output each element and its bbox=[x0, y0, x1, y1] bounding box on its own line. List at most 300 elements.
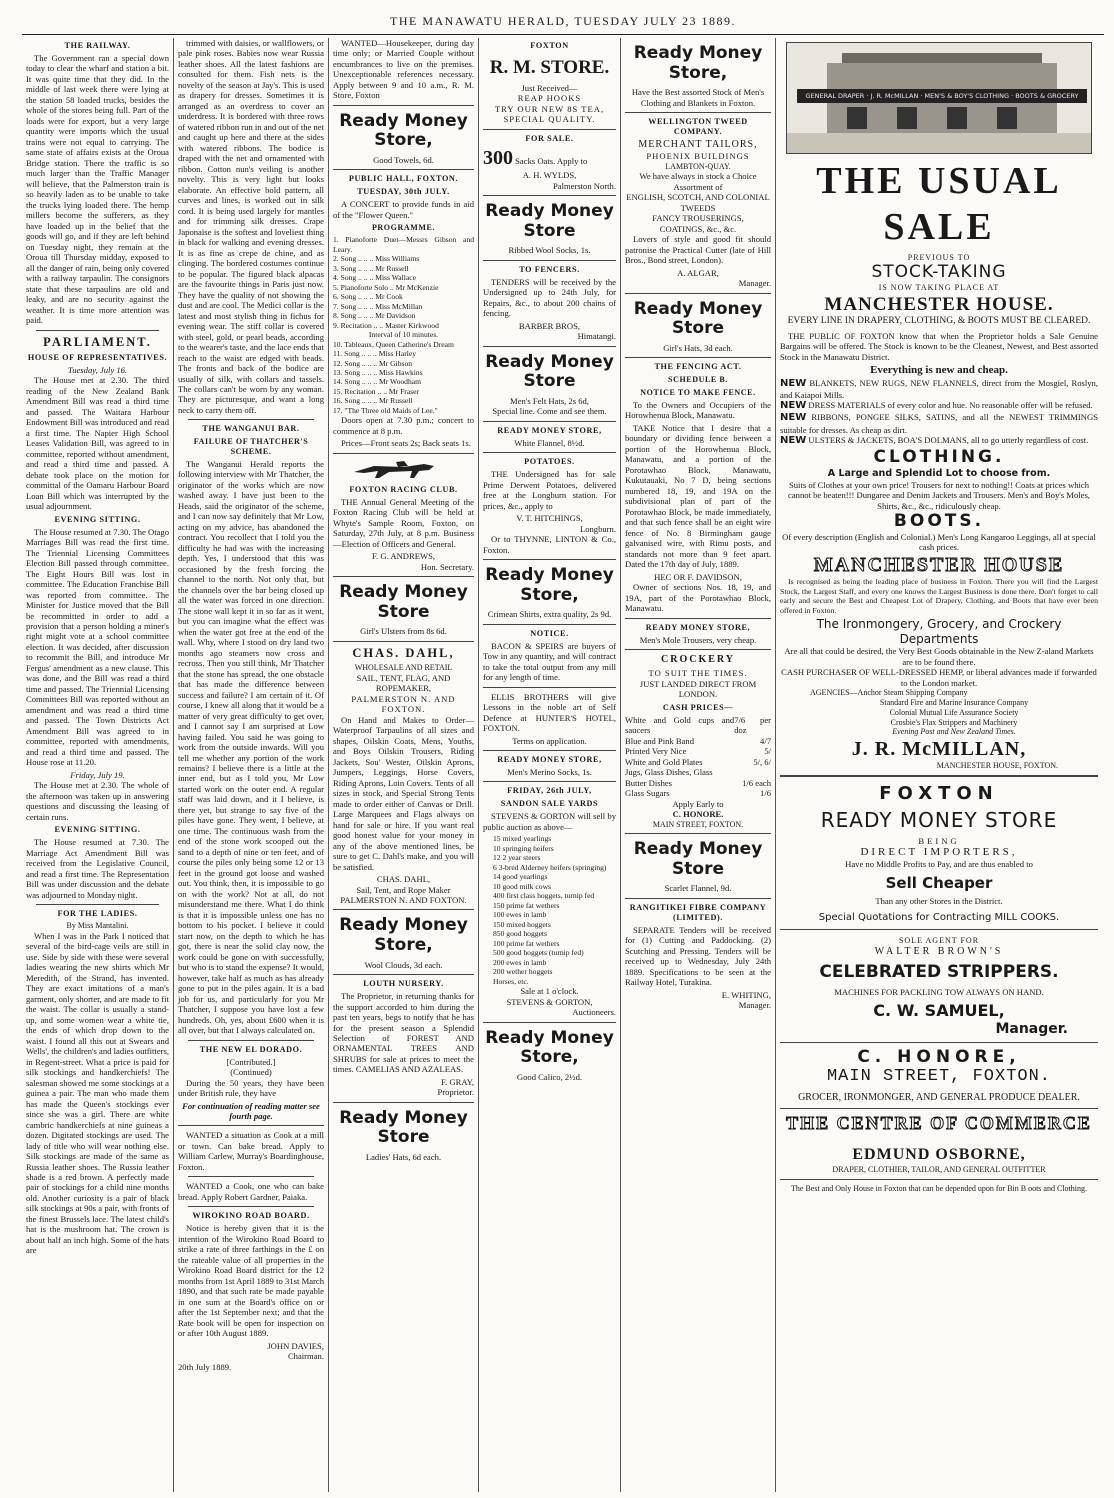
clothing-sub: A Large and Splendid Lot to choose from. bbox=[827, 468, 1051, 480]
divider bbox=[483, 260, 616, 261]
nursery-role: Proprietor. bbox=[437, 1087, 474, 1098]
divider bbox=[483, 421, 616, 422]
programme-item: 1. Pianoforte Duet—Messrs Gibson and Leary. bbox=[333, 235, 474, 254]
sandon-role: Auctioneers. bbox=[572, 1007, 616, 1018]
ready-money-ad-title: Ready Money Store bbox=[633, 839, 763, 879]
sandon-date: FRIDAY, 26th JULY, bbox=[507, 786, 592, 796]
manchester-body: Is recognised as being the leading place of business in Foxton. There you will find the Largest Stock, the Largest Staff, and every one knows the Largest Business is done there. Don't forget to call early and secure the Best and Cheapest Lot of Drapery, Clothing, and Boots that have ever been offered in Foxton. bbox=[780, 577, 1098, 615]
fencing-role: Owner of sections Nos. 18, 19, and 19A, part of the Porotawhao Block, Manawatu. bbox=[625, 582, 771, 614]
ready-money-ad-item: Scarlet Flannel, 9d. bbox=[664, 883, 732, 894]
divider bbox=[483, 1022, 616, 1023]
dahl-body: On Hand and Makes to Order—Waterproof Tarpaulins of all sizes and shapes, Oilskin Coats, Mens, Youths, and Boys Oilskin Trousers, Riding Jackets, Sou' Wester, Oilskin Aprons, Jumpers, Leggings, Horse Covers, Riding Aprons, Loin Covers. Tents of all sizes in stock, and Special Strong Tents made to order either of Canvas or Drill. Large Marquees and Flags always on hand for sale or hire. If you want real good honest value for your money in any of the above mentioned lines, be sure to get C. Dahl's make, and you will be satisfied. bbox=[333, 714, 474, 872]
sandon-item: 200 ewes in lamb bbox=[493, 957, 547, 967]
wanganui-subheading: FAILURE OF THATCHER'S SCHEME. bbox=[193, 437, 309, 457]
ready-money-ad-item: Have the Best assorted Stock of Men's Clothing and Blankets in Foxton. bbox=[631, 87, 765, 108]
parliament-body-4: The House resumed at 7.30. The Marriage Act Amendment Bill was received from the Legislative Council, and read a first time. The Representation Bill was under discussion and the debate was adjourned to Monday night. bbox=[26, 837, 169, 900]
divider bbox=[625, 618, 771, 619]
concert-intro: A CONCERT to provide funds in aid of the "Flower Queen." bbox=[333, 199, 474, 220]
divider bbox=[333, 169, 474, 170]
concert-date: TUESDAY, 30th JULY. bbox=[357, 187, 450, 197]
agencies-list bbox=[780, 688, 1098, 737]
wellington-body-2: ENGLISH, SCOTCH, AND COLONIAL TWEEDS bbox=[626, 192, 770, 213]
dahl-trade-1: WHOLESALE AND RETAIL bbox=[354, 663, 453, 673]
divider bbox=[333, 1102, 474, 1103]
divider bbox=[625, 898, 771, 899]
previous-to: PREVIOUS TO bbox=[907, 252, 971, 262]
programme-item: 6. Song .. .. .. Mr Cook bbox=[333, 292, 403, 302]
column-6 bbox=[776, 38, 1102, 1492]
sandon-item: 15 mixed yearlings bbox=[493, 834, 552, 844]
programme-item: 12. Song .. .. .. Mr Gibson bbox=[333, 358, 413, 368]
ready-money-ad-item: Men's Felt Hats, 2s 6d, bbox=[510, 395, 589, 406]
divider bbox=[780, 1108, 1098, 1109]
fashion-body: trimmed with daisies, or wallflowers, or pale pink roses. Babies now wear Russia leather shoes. All the latest fashions are consulted for them. Fish nets is the novelty of the season at Jay's. This is used as drapery for dresses. Sometimes it is arranged as an overdress to cover an underdress. It is bordered with three rows of watered ribbon run in and out of the net and caught up here and there at the sides with watered ribbons. The bodice is draped with the net and ornamented with ribbon. Cotton nun's veiling is another novelty. This is very light but looks elaborate. An effective bold pattern, all curves and lines, is worked out in silk cord. It is being used largely for mantles and for trimming silk dresses. Crape Japonaise is the softest and loveliest thing in black for walking and evening dresses. It is as fine as crepe de chine, and as clinging. The bordered costumes continue to be popular. The figured black alpacas are the favourite things in Paris just now. They have the quality of not showing the dust and are cool. The Medici collar is the latest and most stylish thing in fichus for evening wear. The stiff collar is covered with steel, gold, or pearl beads, according to the wearer's taste, and the lace ends that reach to the waist are edged with beads. The fronts and back of the bodice are usually of silk, with collars and tassels. The collars can't be worn by any woman. They are picturesque, and want a long neck to carry them off. bbox=[178, 38, 324, 415]
fencers-heading: TO FENCERS. bbox=[519, 264, 580, 274]
ready-money-ad-title: Ready Money Store bbox=[633, 298, 763, 339]
divider bbox=[483, 195, 616, 196]
centre-of-commerce: THE CENTRE OF COMMERCE bbox=[786, 1113, 1092, 1134]
programme-item: 14. Song .. .. .. Mr Woodham bbox=[333, 377, 422, 387]
new-tag: NEW bbox=[780, 412, 807, 424]
rm-store-line-1: Just Received— bbox=[521, 82, 578, 93]
manchester-house-outline: MANCHESTER HOUSE bbox=[813, 553, 1065, 576]
rm-store-name: R. M. STORE. bbox=[489, 57, 610, 78]
sandon-signer: STEVENS & GORTON, bbox=[506, 996, 593, 1007]
concert-venue: PUBLIC HALL, FOXTON. bbox=[348, 174, 459, 184]
ready-money-ad-item: Crimean Shirts, extra quality, 2s 9d. bbox=[487, 609, 612, 620]
agency-item: AGENCIES—Anchor Steam Shipping Company bbox=[810, 688, 968, 698]
ellis-terms: Terms on application. bbox=[512, 735, 587, 746]
new-item bbox=[780, 378, 1098, 401]
racing-heading: FOXTON RACING CLUB. bbox=[349, 484, 458, 494]
oats-place: Palmerston North. bbox=[552, 180, 616, 191]
ad-wanted-cook-1: WANTED a situation as Cook at a mill or town. Can bake bread. Apply to William Carlew, Murray's Boardinghouse, Foxton. bbox=[178, 1130, 324, 1172]
divider bbox=[178, 1125, 324, 1126]
rm-white-item: White Flannel, 8½d. bbox=[514, 437, 585, 448]
ready-money-ad-item: Ribbed Wool Socks, 1s. bbox=[508, 245, 591, 256]
potatoes-alt: Or to THYNNE, LINTON & Co., Foxton. bbox=[483, 534, 616, 555]
agency-item: Colonial Mutual Life Assurance Society bbox=[889, 707, 1019, 717]
ellis-body: ELLIS BROTHERS will give Lessons in the noble art of Self Defence at HUNTER'S HOTEL, FOXTON. bbox=[483, 691, 616, 734]
divider bbox=[36, 904, 159, 905]
celebrated-strippers: CELEBRATED STRIPPERS. bbox=[819, 961, 1059, 982]
agency-item: Standard Fire and Marine Insurance Company bbox=[879, 698, 1029, 708]
oats-heading: FOR SALE. bbox=[525, 133, 574, 143]
programme-item: 2. Song .. .. .. Miss Williams bbox=[333, 254, 420, 264]
concert-prices: Prices—Front seats 2s; Back seats 1s. bbox=[341, 438, 471, 449]
wellington-place: LAMBTON-QUAY. bbox=[665, 161, 731, 171]
nursery-signer: F. GRAY, bbox=[441, 1076, 474, 1087]
column-1 bbox=[22, 38, 174, 1492]
sandon-item: 12 2 year steers bbox=[493, 853, 541, 863]
railway-body: The Government ran a special down today to clear the wharf and station a bit. It was quite time that they did. In the middle of last week there were lying at the station 58 loaded trucks, besides the whole of the stores being full. Part of the loads were for export, but a very large quantity were imports which the usual trains were not equal to carrying. The same state of affairs exists at the Oroua Bridge station. There the traffic is so much larger than the Traffic Manager will believe, that the Palmerston train is so heavily laden as to be unable to take the trucks lying loaded there. The hemp millers become the sufferers, as they have loaded up in the belief that the goods will go, and if they are left behind on Tuesday night, they remain at the Oroua till Thursday midday, exposed to all the danger of rain, being only covered with a railway tarpaulin. The consignors state that these tarpaulins are old and leaky, and are no security against the weather. It is time more attention was paid. bbox=[26, 53, 169, 326]
wellington-body-1: We have always in stock a Choice Assortment of bbox=[639, 171, 757, 192]
ready-money-ad-item: Girl's Hats, 3d each. bbox=[663, 342, 733, 353]
sandon-item: 10 springing heifers bbox=[493, 843, 554, 853]
dahl-places-2: PALMERSTON N. AND FOXTON. bbox=[340, 895, 467, 905]
public-body: THE PUBLIC OF FOXTON know that when the Proprietor holds a Sale Genuine Bargains will be offered. The Stock is known to be the Cleanest, Newest, and Best assorted Stock in the Manawatu District. bbox=[780, 330, 1098, 362]
column-5 bbox=[621, 38, 776, 1492]
wellington-body-5: Lovers of style and good fit should patronise the Practical Cutter (late of Hill Bros., Bond street, London). bbox=[625, 234, 771, 266]
divider bbox=[625, 833, 771, 834]
ready-money-ad-title: Ready Money Store, bbox=[339, 110, 468, 151]
road-board-heading: WIROKINO ROAD BOARD. bbox=[192, 1211, 310, 1221]
potatoes-signer: V. T. HITCHINGS, bbox=[516, 513, 583, 524]
ladies-body: When I was in the Park I noticed that several of the bird-cage veils are still in use. Side by side with these were several ladies wearing the new shirts which Mr Meredith, of the Strand, has invented. They are exact imitations of a man's garment, only shorter, and are made to fit the waist. The collar is usually a stand-up, and some women wear a white tie, the ends of which drop down to the waist. I found all this out at Swears and Wells', the children's and ladies outfitters, in Regent-street. What a price is paid for silk stockings and handkerchiefs! The salesman showed me some stockings at a guinea a pair. The man who made them has made the Queen's stockings ever since she was a girl. There are white cambric handkerchiefs at nine guineas a dozen. Digitated stockings are used. The lady of title who will wear nothing else. Silk stockings are made of the same as Russia leather shoes. The Russia leather shade is a red brown. A perfectly made pair of stockings for a child nine months old. Another curiosity is a pair of black silk stockings at 90s a pair, with fronts of the finest Brussels lace. The latest child's hat is the mushroom hat. The crown is about half an inch high. Some of the hats are bbox=[26, 930, 169, 1256]
wanganui-heading: THE WANGANUI BAR. bbox=[202, 424, 300, 434]
crockery-list bbox=[625, 715, 771, 799]
crockery-place: MAIN STREET, FOXTON. bbox=[652, 819, 744, 829]
divider bbox=[780, 1179, 1098, 1180]
rm-white-title: READY MONEY STORE, bbox=[497, 425, 602, 435]
parliament-heading: PARLIAMENT. bbox=[43, 334, 152, 349]
honore-name: C. HONORE, bbox=[857, 1046, 1021, 1067]
divider bbox=[780, 929, 1098, 930]
railway-heading: THE RAILWAY. bbox=[64, 41, 131, 50]
crockery-item-price: 1/6 each bbox=[742, 777, 771, 788]
fencers-place: Himatangi. bbox=[577, 331, 616, 342]
grocer-line: GROCER, IRONMONGER, AND GENERAL PRODUCE DEALER. bbox=[798, 1092, 1080, 1104]
divider bbox=[333, 974, 474, 975]
main-street: MAIN STREET, FOXTON. bbox=[826, 1067, 1052, 1087]
ready-money-ad-title: Ready Money Store, bbox=[339, 915, 468, 956]
road-board-role: Chairman. bbox=[287, 1351, 324, 1362]
crockery-item-name: Jugs, Glass Dishes, Glass bbox=[625, 767, 713, 778]
ladies-byline: By Miss Mantalini. bbox=[66, 921, 129, 931]
fencing-signer: HEC OR F. DAVIDSON, bbox=[654, 571, 742, 582]
crockery-item-price: 4/7 bbox=[760, 735, 771, 746]
ready-money-ad-title: Ready Money Store bbox=[339, 582, 468, 622]
clothing-body: Suits of Clothes at your own price! Trousers for next to nothing!! Coats at prices which cannot be beaten!!! Dungaree and Denim Jackets and Trousers. Men's and Boy's Moles, Shirts, &c., &c., ridiculously cheap. bbox=[788, 479, 1090, 511]
sandon-item: 10 good milk cows bbox=[493, 881, 552, 891]
crockery-intro: JUST LANDED DIRECT FROM LONDON. bbox=[639, 678, 757, 700]
walter-brown: WALTER BROWN'S bbox=[874, 945, 1004, 957]
crockery-item bbox=[625, 778, 771, 788]
divider bbox=[333, 105, 474, 106]
ready-money-ad-title: Ready Money Store, bbox=[485, 565, 614, 605]
divider bbox=[188, 419, 314, 420]
new-item bbox=[780, 412, 1098, 435]
direct-importers: DIRECT IMPORTERS, bbox=[860, 846, 1018, 859]
fencers-body: TENDERS will be received by the Undersigned up to 24th July, for Repairs, &c., to about 200 chains of fencing. bbox=[483, 276, 616, 319]
being: BEING bbox=[918, 835, 960, 846]
evening-sitting-2: EVENING SITTING. bbox=[54, 825, 141, 835]
rm-store-line-4: SPECIAL QUALITY. bbox=[503, 114, 596, 125]
osborne-name: EDMUND OSBORNE, bbox=[852, 1146, 1026, 1164]
wellington-heading: WELLINGTON TWEED COMPANY. bbox=[648, 117, 748, 137]
dahl-role: Sail, Tent, and Rope Maker bbox=[356, 884, 451, 895]
departments-body: Are all that could be desired, the Very Best Goods obtainable in the New Z-aland Markets are to be found there. bbox=[784, 646, 1094, 667]
potatoes-body: THE Undersigned has for sale Prime Derwent Potatoes, delivered free at the Longburn station. For prices, &c., apply to bbox=[483, 469, 616, 511]
rm-mole-title: READY MONEY STORE, bbox=[645, 622, 751, 632]
divider bbox=[333, 453, 474, 454]
programme-item: 9. Recitation .. .. Master Kirkwood bbox=[333, 320, 439, 330]
sandon-item: 500 good hoggets (turnip fed) bbox=[493, 948, 584, 958]
dahl-signer: CHAS. DAHL, bbox=[376, 874, 431, 885]
new-item-text: ULSTERS & JACKETS, BOA'S DOLMANS, all to go utterly regardless of cost. bbox=[808, 435, 1089, 446]
potatoes-heading: POTATOES. bbox=[524, 457, 575, 467]
crockery-item bbox=[625, 736, 771, 746]
rm-merino-item: Men's Merino Socks, 1s. bbox=[507, 766, 592, 777]
notice-heading: NOTICE. bbox=[530, 628, 569, 638]
fencing-schedule: SCHEDULE B. bbox=[668, 375, 728, 385]
rangitikei-heading: RANGITIKEI FIBRE COMPANY (LIMITED). bbox=[629, 902, 767, 922]
divider bbox=[625, 293, 771, 294]
osborne-body: The Best and Only House in Foxton that can be depended upon for Bin B oots and Clothing. bbox=[791, 1183, 1087, 1193]
rm-mole-item: Men's Mole Trousers, very cheap. bbox=[639, 634, 757, 645]
columns bbox=[22, 38, 1104, 1492]
wellington-signer: A. ALGAR, bbox=[677, 267, 719, 278]
divider bbox=[333, 909, 474, 910]
road-board-date: 20th July 1889. bbox=[178, 1361, 232, 1372]
eldorado-heading: THE NEW EL DORADO. bbox=[199, 1044, 303, 1054]
departments-heading: The Ironmongery, Grocery, and Crockery Departments bbox=[816, 617, 1062, 646]
divider bbox=[483, 452, 616, 453]
ready-money-ad-item: Wool Clouds, 3d each. bbox=[364, 959, 443, 970]
dahl-trade-2: SAIL, TENT, FLAG, AND ROPEMAKER, bbox=[356, 672, 451, 694]
nursery-heading: LOUTH NURSERY. bbox=[363, 979, 444, 989]
evening-sitting-1: EVENING SITTING. bbox=[54, 514, 141, 524]
programme-item: 4. Song .. .. .. Miss Wallace bbox=[333, 273, 416, 283]
cash-purchaser: CASH PURCHASER OF WELL-DRESSED HEMP, or liberal advances made if forwarded to the London market. bbox=[781, 667, 1097, 688]
crockery-item-name: Butter Dishes bbox=[625, 777, 673, 788]
divider bbox=[188, 1206, 314, 1207]
usual-sale-title: THE USUAL SALE bbox=[816, 160, 1062, 249]
crockery-item bbox=[625, 746, 771, 756]
everything-new: Everything is new and cheap. bbox=[870, 364, 1008, 377]
new-tag: NEW bbox=[780, 377, 807, 389]
new-items-list bbox=[780, 378, 1098, 448]
osborne-trade: DRAPER, CLOTHIER, TAILOR, AND GENERAL OUTFITTER bbox=[832, 1164, 1046, 1174]
divider bbox=[625, 649, 771, 650]
racing-body: THE Annual General Meeting of the Foxton Racing Club will be held at Whyte's Sample Room, Foxton, on Saturday, 27th July, at 8 p.m. Business—Election of Officers and General. bbox=[333, 496, 474, 549]
store-window bbox=[897, 107, 917, 129]
new-item-text: DRESS MATERIALS of every color and hue. No reasonable offer will be refused. bbox=[808, 400, 1093, 411]
new-item bbox=[780, 400, 1098, 412]
foxton-heading: FOXTON bbox=[879, 783, 999, 805]
crockery-prices-heading: CASH PRICES— bbox=[662, 702, 734, 712]
parliament-body-2: The House resumed at 7.30. The Otago Marriages Bill was read the first time. The Triennial Licensing Committees Election Bill passed through committee. The Eight Hours Bill was lost in committee. The Education Franchise Bill was reported from committee. The Minister for Justice moved that the Bill be recommitted in order to add a provision that a person holding a miner's right might vote at a school committee election. It was decided, after discussion to recommit the Bill, and introduce Mr Fergus' amendment as a new clause. This was done, and the Bill was read a third time and passed. The Triennial Licensing Committees Bill was reported without an amendment and was read a third time and passed. The Town Districts Act Amendment Bill was agreed to in committee, reported with amendments, and read a third time and passed. The House rose at 11.20. bbox=[26, 526, 169, 768]
column-3 bbox=[329, 38, 479, 1492]
divider bbox=[625, 357, 771, 358]
divider bbox=[333, 641, 474, 642]
eldorado-continued: (Continued) bbox=[230, 1067, 272, 1078]
fencing-heading: THE FENCING ACT. bbox=[654, 362, 742, 372]
ready-money-ad-item: Girl's Ulsters from 8s 6d. bbox=[360, 626, 447, 637]
programme-heading: PROGRAMME. bbox=[371, 223, 436, 233]
notice-body: BACON & SPEIRS are buyers of Tow in any quantity, and will contract to take the total output from any mill for any length of time. bbox=[483, 640, 616, 683]
crockery-item-price: 5/, 6/ bbox=[753, 756, 771, 767]
ready-money-ad-title: Ready Money Store bbox=[485, 351, 614, 392]
ready-money-ad-title: Ready Money Store, bbox=[633, 43, 763, 83]
divider bbox=[780, 1042, 1098, 1043]
middle-profits: Have no Middle Profits to Pay, and are thus enabled to bbox=[845, 859, 1033, 870]
divider bbox=[333, 576, 474, 577]
machines-packing: MACHINES FOR PACKLING TOW ALWAYS ON HAND. bbox=[834, 986, 1044, 997]
nursery-body: The Proprietor, in returning thanks for the support accorded to him during the past ten years, begs to notify that he has for the present season a Splendid Selection of FOREST AND ORNAMENTAL TREES AND SHRUBS for sale at prices to meet the times. CAMELIAS AND AZALEAS. bbox=[333, 991, 474, 1075]
store-window bbox=[997, 107, 1017, 129]
wellington-building: PHOENIX BUILDINGS bbox=[646, 151, 750, 162]
manchester-house-title: MANCHESTER HOUSE. bbox=[824, 293, 1054, 315]
racing-signer: F. G. ANDREWS, bbox=[371, 551, 436, 562]
column-2 bbox=[174, 38, 329, 1492]
fencing-sub: NOTICE TO MAKE FENCE. bbox=[640, 388, 756, 398]
ready-money-store-heading: READY MONEY STORE bbox=[820, 808, 1058, 833]
fencing-body: TAKE Notice that I desire that a boundary or dividing fence between a portion of the Horowhenua Block, Manawatu, and a portion of the Porotawhao Block, Manawatu, Kukutauaki, No 7 D, being sections numbered 18, 19, and 19A on the subdivisional plan of part of the Porotawhao Block, be made immediately, and that such fence shall be an eight wire fence of No. 8 Birmingham gauge galvanised wire, with Rimu posts, and standards not more than 9 feet apart. Dated the 17th day of July, 1889. bbox=[625, 422, 771, 570]
agency-item: Crosbie's Flax Strippers and Machinery bbox=[890, 717, 1018, 727]
divider bbox=[36, 330, 159, 331]
continuation-note: For continuation of reading matter see fourth page. bbox=[182, 1100, 320, 1121]
parliament-body-1: The House met at 2.30. The third reading of the New Zealand Bank Amendment Bill was read a third time and passed. The Waitara Harbour Endowment Bill was introduced and read a first time. The Napier High School Leases Validation Bill, was agreed to in committee, reported without amendment, and read a third time and passed. A debate took place on the motion for committal of the Oamaru Harbour Board Loan Bill which was interrupted by the usual adjournment. bbox=[26, 375, 169, 512]
programme-item: 7. Song .. .. .. Miss McMillan bbox=[333, 301, 423, 311]
fencers-signer: BARBER BROS, bbox=[518, 320, 581, 331]
road-board-body: Notice is hereby given that it is the intention of the Wirokino Road Board to strike a rate of three farthings in the £ on the rateable value of all properties in the Wirokino Road Board district for the 12 months from 1st April 1889 to 31st March 1890, and that such rate be made payable in one sum at the Board's office on or after the 1st September next; and that the Rate book will be open for inspection on or after 10th August 1889. bbox=[178, 1223, 324, 1339]
ad-wanted-cook-2: WANTED a Cook, one who can bake bread. Apply Robert Gardner, Paiaka. bbox=[178, 1181, 324, 1202]
samuel-role: Manager. bbox=[995, 1020, 1068, 1037]
divider bbox=[780, 775, 1098, 777]
sandon-place: SANDON SALE YARDS bbox=[500, 799, 599, 809]
stocktaking: STOCK-TAKING bbox=[871, 262, 1007, 283]
divider bbox=[188, 1176, 314, 1177]
divider bbox=[188, 1040, 314, 1041]
crockery-item-name: Glass Sugars bbox=[625, 788, 670, 799]
sandon-time: Sale at 1 o'clock. bbox=[520, 986, 579, 997]
ready-money-ad-title: Ready Money Store, bbox=[485, 1027, 614, 1068]
sandon-item: 150 mixed hoggets bbox=[493, 919, 551, 929]
crockery-item-name: White and Gold Plates bbox=[625, 756, 703, 767]
sell-cheaper: Sell Cheaper bbox=[885, 873, 993, 892]
programme-item: Interval of 10 minutes. bbox=[368, 330, 439, 340]
oats-line bbox=[483, 146, 616, 170]
ready-money-ad-item: Good Towels, 6d. bbox=[373, 155, 434, 165]
crockery-item bbox=[625, 757, 771, 767]
programme-item: 8. Song .. .. .. Mr Davidson bbox=[333, 311, 416, 321]
divider bbox=[483, 750, 616, 751]
clothing-heading: CLOTHING. bbox=[873, 447, 1005, 468]
new-item bbox=[780, 435, 1098, 447]
wellington-role: Manager. bbox=[738, 278, 771, 289]
crockery-item-price: 1/6 bbox=[760, 788, 771, 799]
programme-item: 10. Tableaux, Queen Catherine's Dream bbox=[333, 339, 454, 349]
road-board-signer: JOHN DAVIES, bbox=[267, 1340, 324, 1351]
new-item-text: RIBBONS, PONGEE SILKS, SATINS, and all the NEWEST TRIMMINGS suitable for dresses. As cheap as dirt. bbox=[780, 412, 1098, 435]
crockery-item-price: 5/ bbox=[764, 746, 771, 757]
store-window bbox=[947, 107, 967, 129]
potatoes-place: Longburn. bbox=[579, 523, 616, 534]
sandon-item: 100 prime fat wethers bbox=[493, 938, 560, 948]
programme-item: 13. Song .. .. .. Miss Hawkins bbox=[333, 367, 423, 377]
racehorse-illustration bbox=[334, 458, 474, 482]
every-line: EVERY LINE IN DRAPERY, CLOTHING, & BOOTS MUST BE CLEARED. bbox=[787, 316, 1091, 327]
wellington-trade: MERCHANT TAILORS, bbox=[638, 139, 758, 151]
parliament-date-2: Friday, July 19. bbox=[70, 769, 125, 780]
programme-list bbox=[333, 235, 474, 415]
crockery-item-name: White and Gold cups and saucers bbox=[625, 714, 735, 736]
sandon-item: 100 ewes in lamb bbox=[493, 910, 547, 920]
crockery-item bbox=[625, 715, 771, 736]
wellington-body-4: COATINGS, &c., &c. bbox=[659, 223, 737, 234]
dahl-name: CHAS. DAHL, bbox=[352, 645, 455, 660]
samuel-name: C. W. SAMUEL, bbox=[873, 1001, 1005, 1021]
ready-money-ad-item: Special line. Come and see them. bbox=[492, 406, 607, 417]
ready-money-ad-item: Ladies' Hats, 6d each. bbox=[365, 1152, 442, 1162]
boots-body: Of every description (English and Colonial.) Men's Long Kangaroo Leggings, all at special cash prices. bbox=[782, 531, 1096, 553]
eldorado-body: During the 50 years, they have been under British rule, they have bbox=[178, 1077, 324, 1099]
divider bbox=[483, 687, 616, 688]
rangitikei-signer: E. WHITING, bbox=[721, 989, 771, 1000]
rm-store-town: FOXTON bbox=[530, 41, 569, 50]
sandon-list bbox=[483, 834, 616, 986]
fencing-to: To the Owners and Occupiers of the Horowhenua Block, Manawatu. bbox=[625, 399, 771, 421]
store-illustration bbox=[786, 42, 1092, 154]
crockery-signer: C. HONORE. bbox=[672, 809, 724, 820]
column-4 bbox=[479, 38, 621, 1492]
divider bbox=[483, 624, 616, 625]
crockery-sub: TO SUIT THE TIMES. bbox=[648, 668, 748, 679]
mcmillan-name: J. R. McMILLAN, bbox=[851, 738, 1027, 761]
crockery-item bbox=[625, 788, 771, 798]
than-any: Than any other Stores in the District. bbox=[875, 896, 1003, 907]
racing-role: Hon. Secretary. bbox=[420, 561, 474, 572]
divider bbox=[483, 129, 616, 130]
sandon-intro: STEVENS & GORTON will sell by public auction as above— bbox=[483, 811, 616, 832]
oats-number: 300 bbox=[483, 146, 513, 169]
store-window bbox=[847, 107, 867, 129]
rangitikei-role: Manager. bbox=[738, 1000, 771, 1011]
wanted-housekeeper: WANTED—Housekeeper, during day time only; or Married Couple without encumbrances to live on the premises. Unexceptionable references necessary. Apply between 9 and 10 a.m., R. M. Store, Foxton bbox=[333, 38, 474, 101]
programme-item: 3. Song .. .. .. Mr Russell bbox=[333, 263, 409, 273]
programme-item: 11. Song .. .. .. Miss Harley bbox=[333, 349, 417, 359]
programme-item: 15. Recitation .. .. Mr Fraser bbox=[333, 386, 420, 396]
sandon-item: 400 first class hoggets, turnip fed bbox=[493, 891, 595, 901]
boots-heading: BOOTS. bbox=[893, 511, 985, 532]
store-street bbox=[787, 133, 1091, 153]
mcmillan-place: MANCHESTER HOUSE, FOXTON. bbox=[936, 761, 1058, 771]
concert-doors: Doors open at 7.30 p.m.; concert to commence at 8 p.m. bbox=[333, 415, 474, 436]
new-tag: NEW bbox=[780, 400, 807, 412]
crockery-item-name: Printed Very Nice bbox=[625, 746, 687, 757]
sandon-item: 6 3-bred Alderney heifers (springing) bbox=[493, 862, 607, 872]
store-sign: GENERAL DRAPER · J. R. McMILLAN · MEN'S & BOY'S CLOTHING · BOOTS & GROCERY bbox=[797, 89, 1087, 103]
divider bbox=[483, 346, 616, 347]
now-taking: IS NOW TAKING PLACE AT bbox=[878, 283, 1000, 293]
sandon-item: 200 wether hoggets bbox=[493, 967, 553, 977]
sandon-item: Horses, etc. bbox=[493, 976, 529, 986]
ladies-heading: FOR THE LADIES. bbox=[57, 909, 138, 919]
divider bbox=[625, 112, 771, 113]
sole-agent: SOLE AGENT FOR bbox=[898, 935, 980, 945]
rm-store-line-2: REAP HOOKS bbox=[517, 93, 582, 104]
divider bbox=[483, 559, 616, 560]
oats-signer: A. H. WYLDS, bbox=[522, 170, 577, 181]
agency-item: Evening Post and New Zealand Times. bbox=[892, 727, 1016, 737]
rm-store-line-3: TRY OUR NEW 8S TEA, bbox=[494, 103, 605, 114]
sandon-item: 150 prime fat wethers bbox=[493, 900, 560, 910]
special-quotations: Special Quotations for Contracting MILL COOKS. bbox=[818, 911, 1060, 923]
new-item-text: BLANKETS, NEW RUGS, NEW FLANNELS, direct from the Mosgiel, Roslyn, and Kaiapoi Mills. bbox=[780, 377, 1098, 400]
divider bbox=[483, 781, 616, 782]
parliament-body-3: The House met at 2.30. The whole of the afternoon was taken up in answering questions and discussing the leasing of certain runs. bbox=[26, 780, 169, 822]
crockery-item bbox=[625, 767, 771, 777]
programme-item: 5. Pianoforte Solo .. Mr McKenzie bbox=[333, 282, 439, 292]
parliament-date-1: Tuesday, July 16. bbox=[67, 364, 128, 375]
sandon-item: 850 good hoggets bbox=[493, 929, 547, 939]
crockery-item-name: Blue and Pink Band bbox=[625, 735, 694, 746]
ready-money-ad-title: Ready Money Store bbox=[485, 201, 614, 241]
wellington-body-3: FANCY TROUSERINGS, bbox=[652, 213, 744, 224]
programme-item: 17. "The Three old Maids of Lee." bbox=[333, 405, 438, 415]
ready-money-ad-title: Ready Money Store bbox=[339, 1107, 468, 1148]
